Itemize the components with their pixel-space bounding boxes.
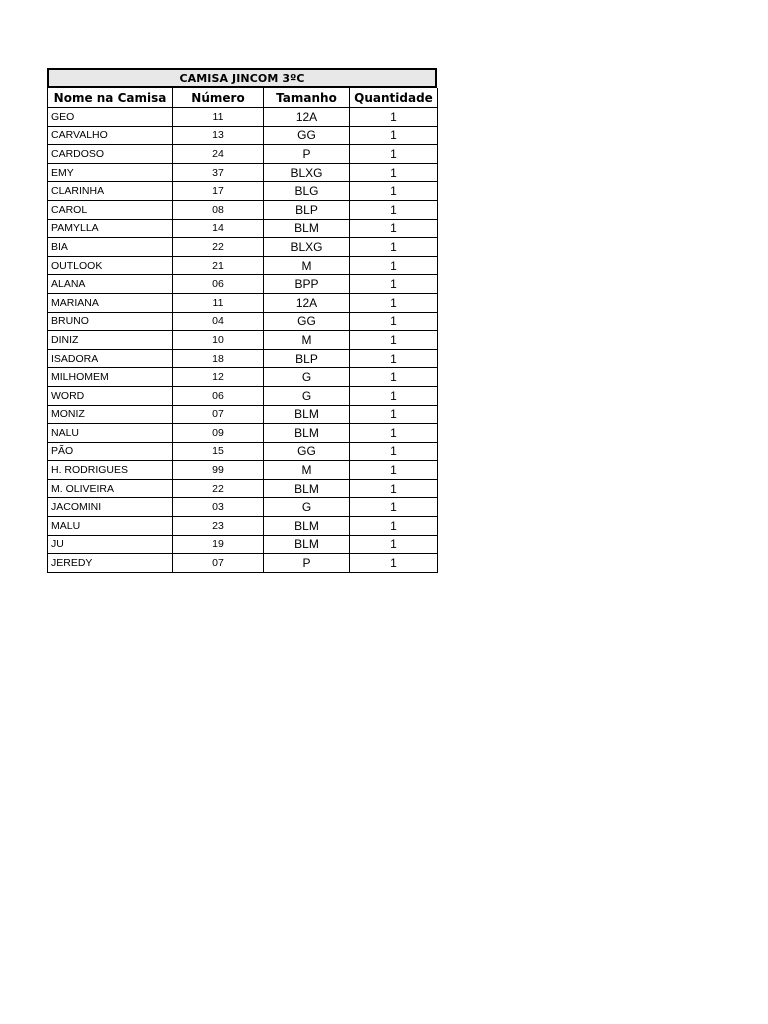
cell-number: 99 <box>173 461 264 480</box>
table-row <box>48 461 438 480</box>
cell-quantity: 1 <box>350 517 438 536</box>
table-body <box>48 108 438 573</box>
table-row <box>48 349 438 368</box>
cell-quantity: 1 <box>350 349 438 368</box>
cell-size: GG <box>264 312 350 331</box>
cell-quantity: 1 <box>350 256 438 275</box>
cell-quantity: 1 <box>350 405 438 424</box>
table-row <box>48 479 438 498</box>
cell-number: 37 <box>173 163 264 182</box>
cell-number: 24 <box>173 145 264 164</box>
header-size: Tamanho <box>264 88 350 108</box>
cell-name: ALANA <box>48 275 173 294</box>
cell-name: JEREDY <box>48 554 173 573</box>
table-row <box>48 517 438 536</box>
cell-size: M <box>264 331 350 350</box>
cell-quantity: 1 <box>350 331 438 350</box>
cell-size: BLXG <box>264 238 350 257</box>
cell-name: BIA <box>48 238 173 257</box>
cell-quantity: 1 <box>350 182 438 201</box>
cell-name: ISADORA <box>48 349 173 368</box>
cell-number: 21 <box>173 256 264 275</box>
sheet-title: CAMISA JINCOM 3ºC <box>47 68 437 88</box>
cell-name: NALU <box>48 424 173 443</box>
cell-size: M <box>264 461 350 480</box>
shirt-order-table <box>47 88 438 573</box>
table-row <box>48 200 438 219</box>
cell-quantity: 1 <box>350 498 438 517</box>
table-row <box>48 182 438 201</box>
cell-name: PÃO <box>48 442 173 461</box>
cell-number: 15 <box>173 442 264 461</box>
cell-size: BLM <box>264 405 350 424</box>
cell-name: CARDOSO <box>48 145 173 164</box>
table-row <box>48 145 438 164</box>
table-row <box>48 108 438 127</box>
cell-size: GG <box>264 126 350 145</box>
header-quantity: Quantidade <box>350 88 438 108</box>
cell-number: 06 <box>173 386 264 405</box>
cell-size: BLM <box>264 535 350 554</box>
cell-number: 23 <box>173 517 264 536</box>
cell-name: M. OLIVEIRA <box>48 479 173 498</box>
cell-size: 12A <box>264 293 350 312</box>
cell-name: CAROL <box>48 200 173 219</box>
cell-size: BLP <box>264 349 350 368</box>
table-row <box>48 442 438 461</box>
cell-quantity: 1 <box>350 386 438 405</box>
cell-name: GEO <box>48 108 173 127</box>
table-row <box>48 238 438 257</box>
cell-quantity: 1 <box>350 442 438 461</box>
cell-size: BLXG <box>264 163 350 182</box>
cell-name: OUTLOOK <box>48 256 173 275</box>
cell-size: M <box>264 256 350 275</box>
table-row <box>48 275 438 294</box>
cell-size: GG <box>264 442 350 461</box>
cell-name: H. RODRIGUES <box>48 461 173 480</box>
cell-number: 22 <box>173 238 264 257</box>
cell-number: 17 <box>173 182 264 201</box>
cell-name: MILHOMEM <box>48 368 173 387</box>
cell-number: 18 <box>173 349 264 368</box>
cell-number: 06 <box>173 275 264 294</box>
table-row <box>48 405 438 424</box>
cell-quantity: 1 <box>350 424 438 443</box>
cell-name: PAMYLLA <box>48 219 173 238</box>
cell-size: G <box>264 498 350 517</box>
cell-name: JU <box>48 535 173 554</box>
cell-name: MARIANA <box>48 293 173 312</box>
cell-quantity: 1 <box>350 293 438 312</box>
cell-number: 08 <box>173 200 264 219</box>
header-number: Número <box>173 88 264 108</box>
cell-size: G <box>264 368 350 387</box>
cell-name: BRUNO <box>48 312 173 331</box>
cell-number: 04 <box>173 312 264 331</box>
table-row <box>48 386 438 405</box>
table-row <box>48 535 438 554</box>
cell-name: EMY <box>48 163 173 182</box>
cell-quantity: 1 <box>350 108 438 127</box>
cell-number: 13 <box>173 126 264 145</box>
cell-quantity: 1 <box>350 200 438 219</box>
header-row <box>48 88 438 108</box>
cell-number: 22 <box>173 479 264 498</box>
table-row <box>48 498 438 517</box>
cell-quantity: 1 <box>350 163 438 182</box>
shirt-order-sheet <box>47 68 437 573</box>
cell-size: P <box>264 145 350 164</box>
table-row <box>48 424 438 443</box>
cell-quantity: 1 <box>350 368 438 387</box>
table-row <box>48 163 438 182</box>
cell-number: 09 <box>173 424 264 443</box>
table-row <box>48 219 438 238</box>
cell-name: MALU <box>48 517 173 536</box>
cell-size: BLG <box>264 182 350 201</box>
cell-size: P <box>264 554 350 573</box>
cell-name: MONIZ <box>48 405 173 424</box>
cell-quantity: 1 <box>350 461 438 480</box>
table-row <box>48 126 438 145</box>
table-row <box>48 256 438 275</box>
cell-number: 14 <box>173 219 264 238</box>
cell-size: BLP <box>264 200 350 219</box>
cell-number: 11 <box>173 293 264 312</box>
table-row <box>48 368 438 387</box>
cell-size: BLM <box>264 517 350 536</box>
cell-size: G <box>264 386 350 405</box>
cell-name: WORD <box>48 386 173 405</box>
cell-name: DINIZ <box>48 331 173 350</box>
cell-number: 07 <box>173 554 264 573</box>
cell-size: BPP <box>264 275 350 294</box>
cell-number: 19 <box>173 535 264 554</box>
table-row <box>48 331 438 350</box>
cell-quantity: 1 <box>350 275 438 294</box>
cell-size: 12A <box>264 108 350 127</box>
cell-quantity: 1 <box>350 145 438 164</box>
cell-name: CARVALHO <box>48 126 173 145</box>
cell-quantity: 1 <box>350 479 438 498</box>
table-row <box>48 554 438 573</box>
cell-number: 03 <box>173 498 264 517</box>
cell-size: BLM <box>264 424 350 443</box>
cell-number: 10 <box>173 331 264 350</box>
cell-quantity: 1 <box>350 554 438 573</box>
cell-size: BLM <box>264 219 350 238</box>
cell-quantity: 1 <box>350 126 438 145</box>
cell-number: 07 <box>173 405 264 424</box>
cell-name: JACOMINI <box>48 498 173 517</box>
cell-size: BLM <box>264 479 350 498</box>
cell-quantity: 1 <box>350 238 438 257</box>
table-row <box>48 312 438 331</box>
cell-quantity: 1 <box>350 535 438 554</box>
cell-name: CLARINHA <box>48 182 173 201</box>
cell-quantity: 1 <box>350 219 438 238</box>
cell-number: 12 <box>173 368 264 387</box>
table-row <box>48 293 438 312</box>
cell-number: 11 <box>173 108 264 127</box>
cell-quantity: 1 <box>350 312 438 331</box>
header-name: Nome na Camisa <box>48 88 173 108</box>
